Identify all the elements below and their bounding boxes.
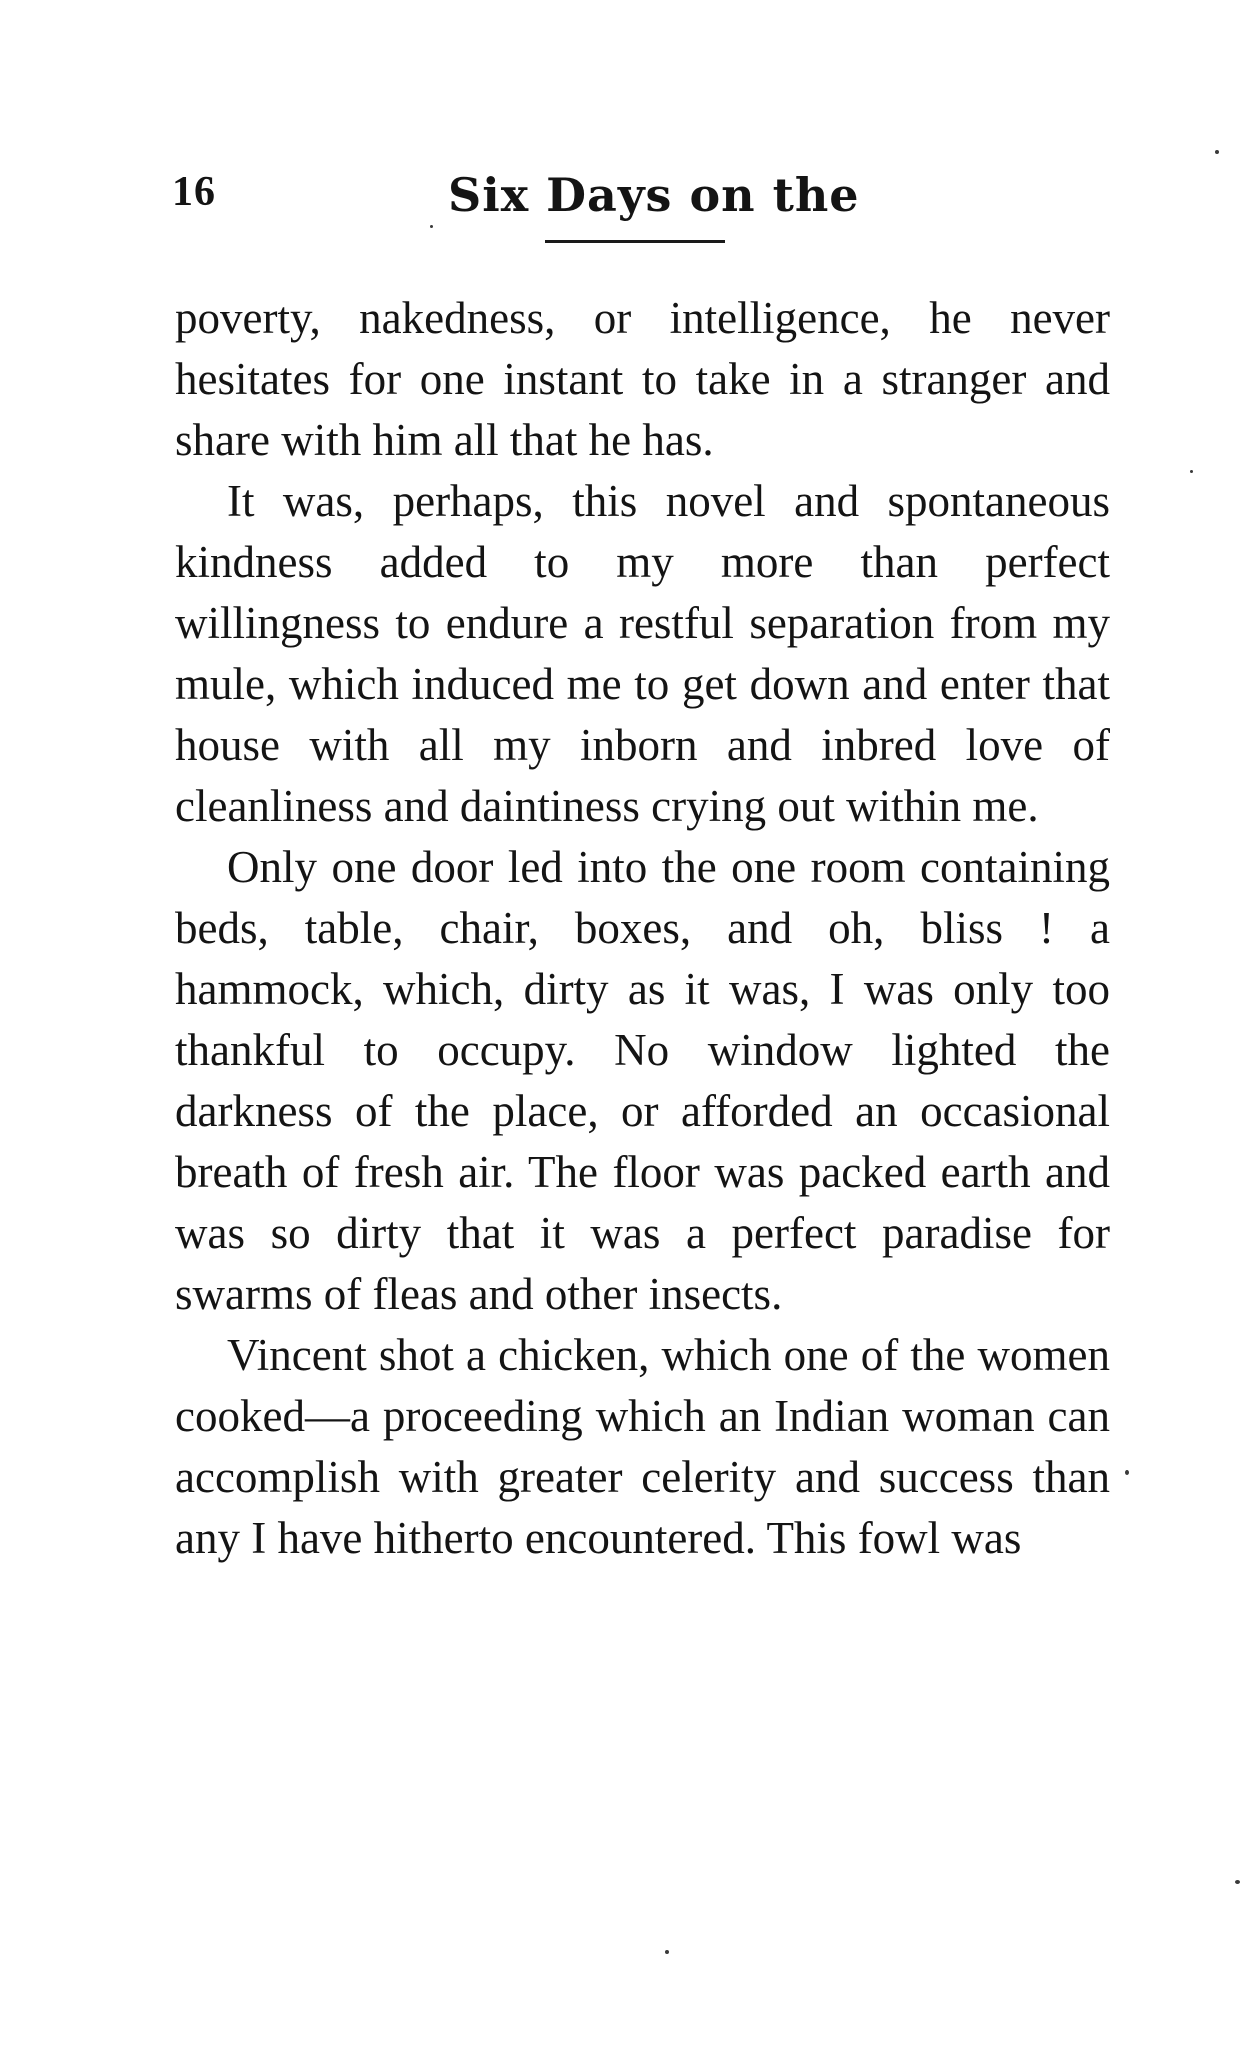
running-title: Six Days on the <box>448 168 860 222</box>
paragraph-2: It was, perhaps, this novel and spontaneous kindness added to my more than perfect willingness to endure a restful separation from my mule, which induced me to get down and enter that house with all my inborn and inbred love of cleanliness and daintiness crying out within me. <box>175 476 1110 831</box>
print-speck <box>665 1950 669 1954</box>
page-number: 16 <box>172 169 216 215</box>
print-speck <box>1125 1470 1129 1475</box>
print-speck <box>430 225 433 228</box>
paragraph-1: poverty, nakedness, or intelligence, he never hesitates for one instant to take in a stranger and share with him all that he has. <box>175 293 1110 465</box>
header-rule <box>545 240 725 243</box>
paragraph-4: Vincent shot a chicken, which one of the women cooked—a proceeding which an Indian woman can accomplish with greater celerity and success than any I have hitherto encountered. This fowl was <box>175 1330 1110 1563</box>
print-speck <box>1215 150 1219 154</box>
running-head <box>172 168 1052 228</box>
print-speck <box>1190 470 1193 473</box>
body-text <box>175 288 1110 1569</box>
paragraph-3: Only one door led into the one room containing beds, table, chair, boxes, and oh, bliss ! a hammock, which, dirty as it was, I was only too thankful to occupy. No window lighted the darkness of the place, or afforded an occasional breath of fresh air. The floor was packed earth and was so dirty that it was a perfect paradise for swarms of fleas and other insects. <box>175 842 1110 1319</box>
print-speck <box>1235 1880 1240 1884</box>
